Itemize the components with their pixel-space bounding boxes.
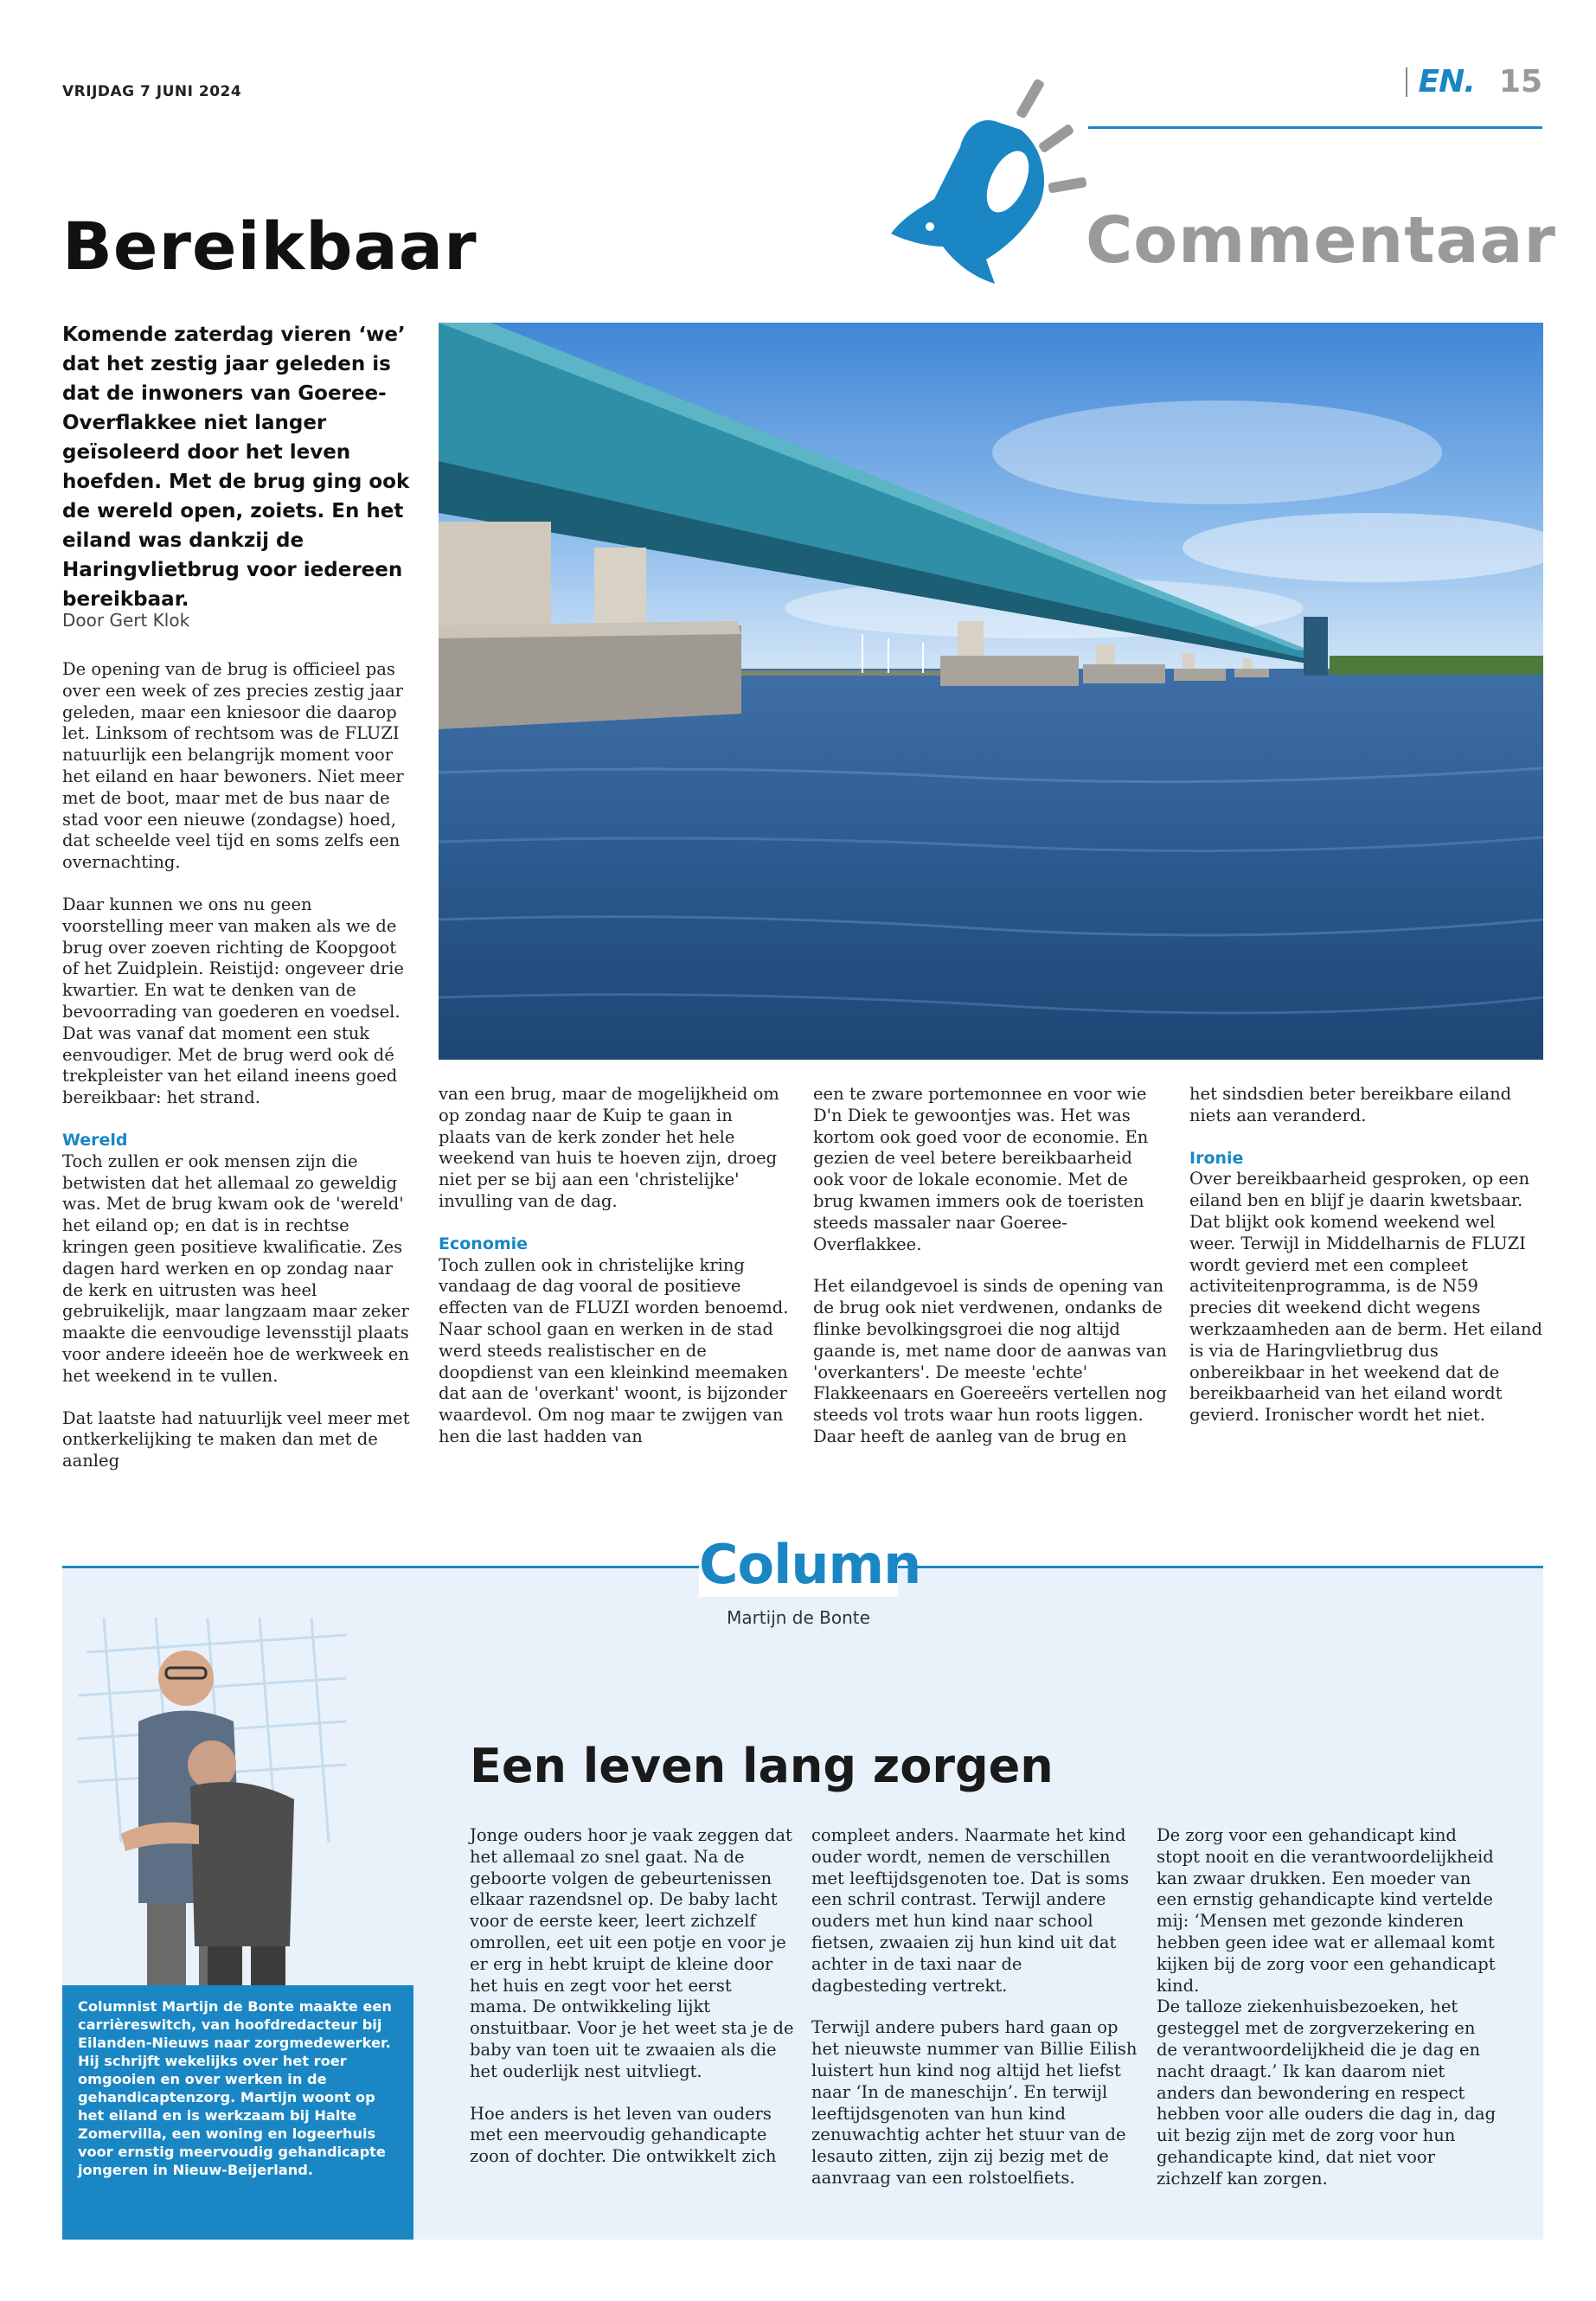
paragraph: Jonge ouders hoor je vaak zeggen dat het allemaal zo snel gaat. Na de geboorte volgen de gebeurtenissen elkaar razendsnel op. De baby lacht voor de eerste keer, leert zichzelf omrollen, eet uit een potje en voor je er erg in hebt kruipt de kleine door het huis en zegt voor het eerst mama. De ontwikkeling lijkt onstuitbaar. Voor je het weet sta je de baby van toen uit te zwaaien als die het ouderlijk nest uitvliegt. — [470, 1825, 794, 2081]
paragraph: Terwijl andere pubers hard gaan op het nieuwste nummer van Billie Eilish luistert hun kind nog altijd het liefst naar ‘In de maneschijn’. En terwijl leeftijdsgenoten van hun kind zenuwachtig achter het stuur van de lesauto zitten, zijn zij bezig met de aanvraag van een rolstoelfiets. — [811, 2017, 1138, 2188]
paragraph: Hoe anders is het leven van ouders met een meervoudig gehandicapte zoon of dochter. Die ontwikkelt zich — [470, 2103, 777, 2167]
subheading-wereld: Wereld — [62, 1130, 128, 1150]
paragraph: De talloze ziekenhuisbezoeken, het gesteggel met de zorgverzekering en de verantwoordelijkheid die je dag en nacht draagt.’ Ik kan daarom niet anders dan bewondering en respect hebben voor alle ouders die dag in, dag uit bezig zijn met de zorg voor hun gehandicapte kind, dat niet voor zichzelf kan zorgen. — [1157, 1997, 1497, 2189]
column-label: Column — [699, 1533, 921, 1596]
article-column-4 — [1189, 1084, 1544, 1447]
paragraph: het sindsdien beter bereikbare eiland niets aan veranderd. — [1189, 1084, 1512, 1125]
article-column-3 — [813, 1084, 1168, 1469]
bridge-photo — [439, 323, 1543, 1060]
sound-line-1 — [1016, 78, 1045, 119]
subheading-economie: Economie — [439, 1234, 529, 1253]
header-rule — [1088, 126, 1542, 129]
section-title: Commentaar — [1086, 203, 1556, 278]
paragraph: Over bereikbaarheid gesproken, op een eiland ben en blijf je daarin kwetsbaar. Dat blijkt ook komend weekend wel weer. Terwijl in Middelharnis de FLUZI wordt gevierd met een compleet activiteitenprogramma, is de N59 precies dit weekend dicht wegens werkzaamheden aan de berm. Het eiland is via de Haringvlietbrug dus onbereikbaar in het weekend dat de bereikbaarheid van het eiland wordt gevierd. Ironischer wordt het niet. — [1189, 1169, 1542, 1426]
paragraph: Dat laatste had natuurlijk veel meer met ontkerkelijking te maken dan met de aanleg — [62, 1407, 410, 1471]
column-author: Martijn de Bonte — [727, 1607, 870, 1628]
paragraph: Toch zullen ook in christelijke kring vandaag de dag vooral de positieve effecten van de FLUZI worden benoemd. Naar school gaan en werken in de stad werd steeds realistischer en de doopdienst van een kleinkind meemaken dat aan de 'overkant' woont, is bijzonder waardevol. Om nog maar te zwijgen van hen die last hadden van — [439, 1254, 789, 1446]
article-headline: Bereikbaar — [62, 208, 478, 285]
paragraph: Daar kunnen we ons nu geen voorstelling meer van maken als we de brug over zoeven richting de Koopgoot of het Zuidplein. Reistijd: ongeveer drie kwartier. En wat te denken van de bevoorrading van goederen en voedsel. Dat was vanaf dat moment een stuk eenvoudiger. Met de brug werd ook dé trekpleister van het eiland ineens goed bereikbaar: het strand. — [62, 894, 404, 1108]
columnist-bio: Columnist Martijn de Bonte maakte een carrièreswitch, van hoofdredacteur bij Eilanden-Nieuws naar zorgmedewerker. Hij schrijft wekelijks over het roer omgooien en over werken in de gehandicaptenzorg. Martijn woont op het eiland en is werkzaam bij Halte Zomervilla, een woning en logeerhuis voor ernstig meervoudig gehandicapte jongeren in Nieuw-Beijerland. — [62, 1985, 413, 2240]
article-column-1 — [62, 659, 417, 1493]
article-lead: Komende zaterdag vieren ‘we’ dat het zestig jaar geleden is dat de inwoners van Goeree-Overflakkee niet langer geïsoleerd door het leven hoefden. Met de brug ging ook de wereld open, zoiets. En het eiland was dankzij de Haringvlietbrug voor iedereen bereikbaar. — [62, 324, 410, 611]
column-text-1 — [470, 1825, 794, 2189]
masthead-brand — [1406, 64, 1542, 99]
issue-date: VRIJDAG 7 JUNI 2024 — [62, 83, 242, 100]
megaphone-eye — [926, 222, 934, 231]
paragraph: van een brug, maar de mogelijkheid om op zondag naar de Kuip te gaan in plaats van de kerk zonder het hele weekend van huis te hoeven zijn, droeg niet per se bij aan een 'christelijke' invulling van de dag. — [439, 1084, 779, 1211]
sound-line-2 — [1038, 123, 1075, 153]
subheading-ironie: Ironie — [1189, 1148, 1244, 1168]
paragraph: Toch zullen er ook mensen zijn die betwisten dat het allemaal zo geweldig was. Met de brug kwam ook de 'wereld' het eiland op; en dat is in rechtse kringen geen positieve kwalificatie. Zes dagen hard werken en op zondag naar de kerk en uitrusten was heel gebruikelijk, maar langzaam maar zeker maakte die eenvoudige levensstijl plaats voor andere ideeën hoe de werkweek en het weekend in te vullen. — [62, 1150, 409, 1386]
column-text-3 — [1157, 1825, 1498, 2211]
bridge-illustration — [439, 323, 1543, 1060]
paragraph: een te zware portemonnee en voor wie D'n Diek te gewoontjes was. Het was kortom ook goed voor de economie. En gezien de veel betere bereikbaarheid ook voor de lokale economie. Met de brug kwamen immers ook de toeristen steeds massaler naar Goeree-Overflakkee. — [813, 1084, 1149, 1254]
brand-logo: EN. — [1418, 64, 1475, 99]
paragraph: De opening van de brug is officieel pas over een week of zes precies zestig jaar geleden, maar een kniesoor die daarop let. Linksom of rechtsom was de FLUZI natuurlijk een belangrijk moment voor het eiland en haar bewoners. Niet meer met de boot, maar met de bus naar de stad voor een nieuwe (zondagse) hoed, dat scheelde veel tijd en soms zelfs een overnachting. — [62, 659, 404, 873]
sound-line-3 — [1048, 176, 1086, 193]
column-headline: Een leven lang zorgen — [470, 1739, 1054, 1793]
article-column-2 — [439, 1084, 789, 1469]
megaphone-body — [891, 120, 1044, 284]
paragraph: De zorg voor een gehandicapt kind stopt nooit en die verantwoordelijkheid kan zwaar drukken. Een moeder van een ernstig gehandicapte kind vertelde mij: ‘Mensen met gezonde kinderen hebben geen idee wat er allemaal komt kijken bij de zorg voor een gehandicapt kind. — [1157, 1825, 1496, 1996]
columnist-photo — [69, 1618, 355, 1990]
brand-divider — [1406, 67, 1407, 97]
article-byline: Door Gert Klok — [62, 610, 190, 631]
paragraph: compleet anders. Naarmate het kind ouder wordt, nemen de verschillen met leeftijdsgenoten toe. Dat is soms een schril contrast. Terwijl andere ouders met hun kind naar school fietsen, zwaaien zij hun kind uit dat achter in de taxi naar de dagbesteding vertrekt. — [811, 1825, 1130, 1996]
column-text-2 — [811, 1825, 1140, 2210]
paragraph: Het eilandgevoel is sinds de opening van de brug ook niet verdwenen, ondanks de flinke bevolkingsgroei die nog altijd gaande is, met name door de aanwas van 'overkanters'. De meeste 'echte' Flakkeenaars en Goereeërs vertellen nog steeds vol trots waar hun roots liggen. Daar heeft de aanleg van de brug en — [813, 1276, 1167, 1446]
page-number: 15 — [1498, 64, 1542, 99]
